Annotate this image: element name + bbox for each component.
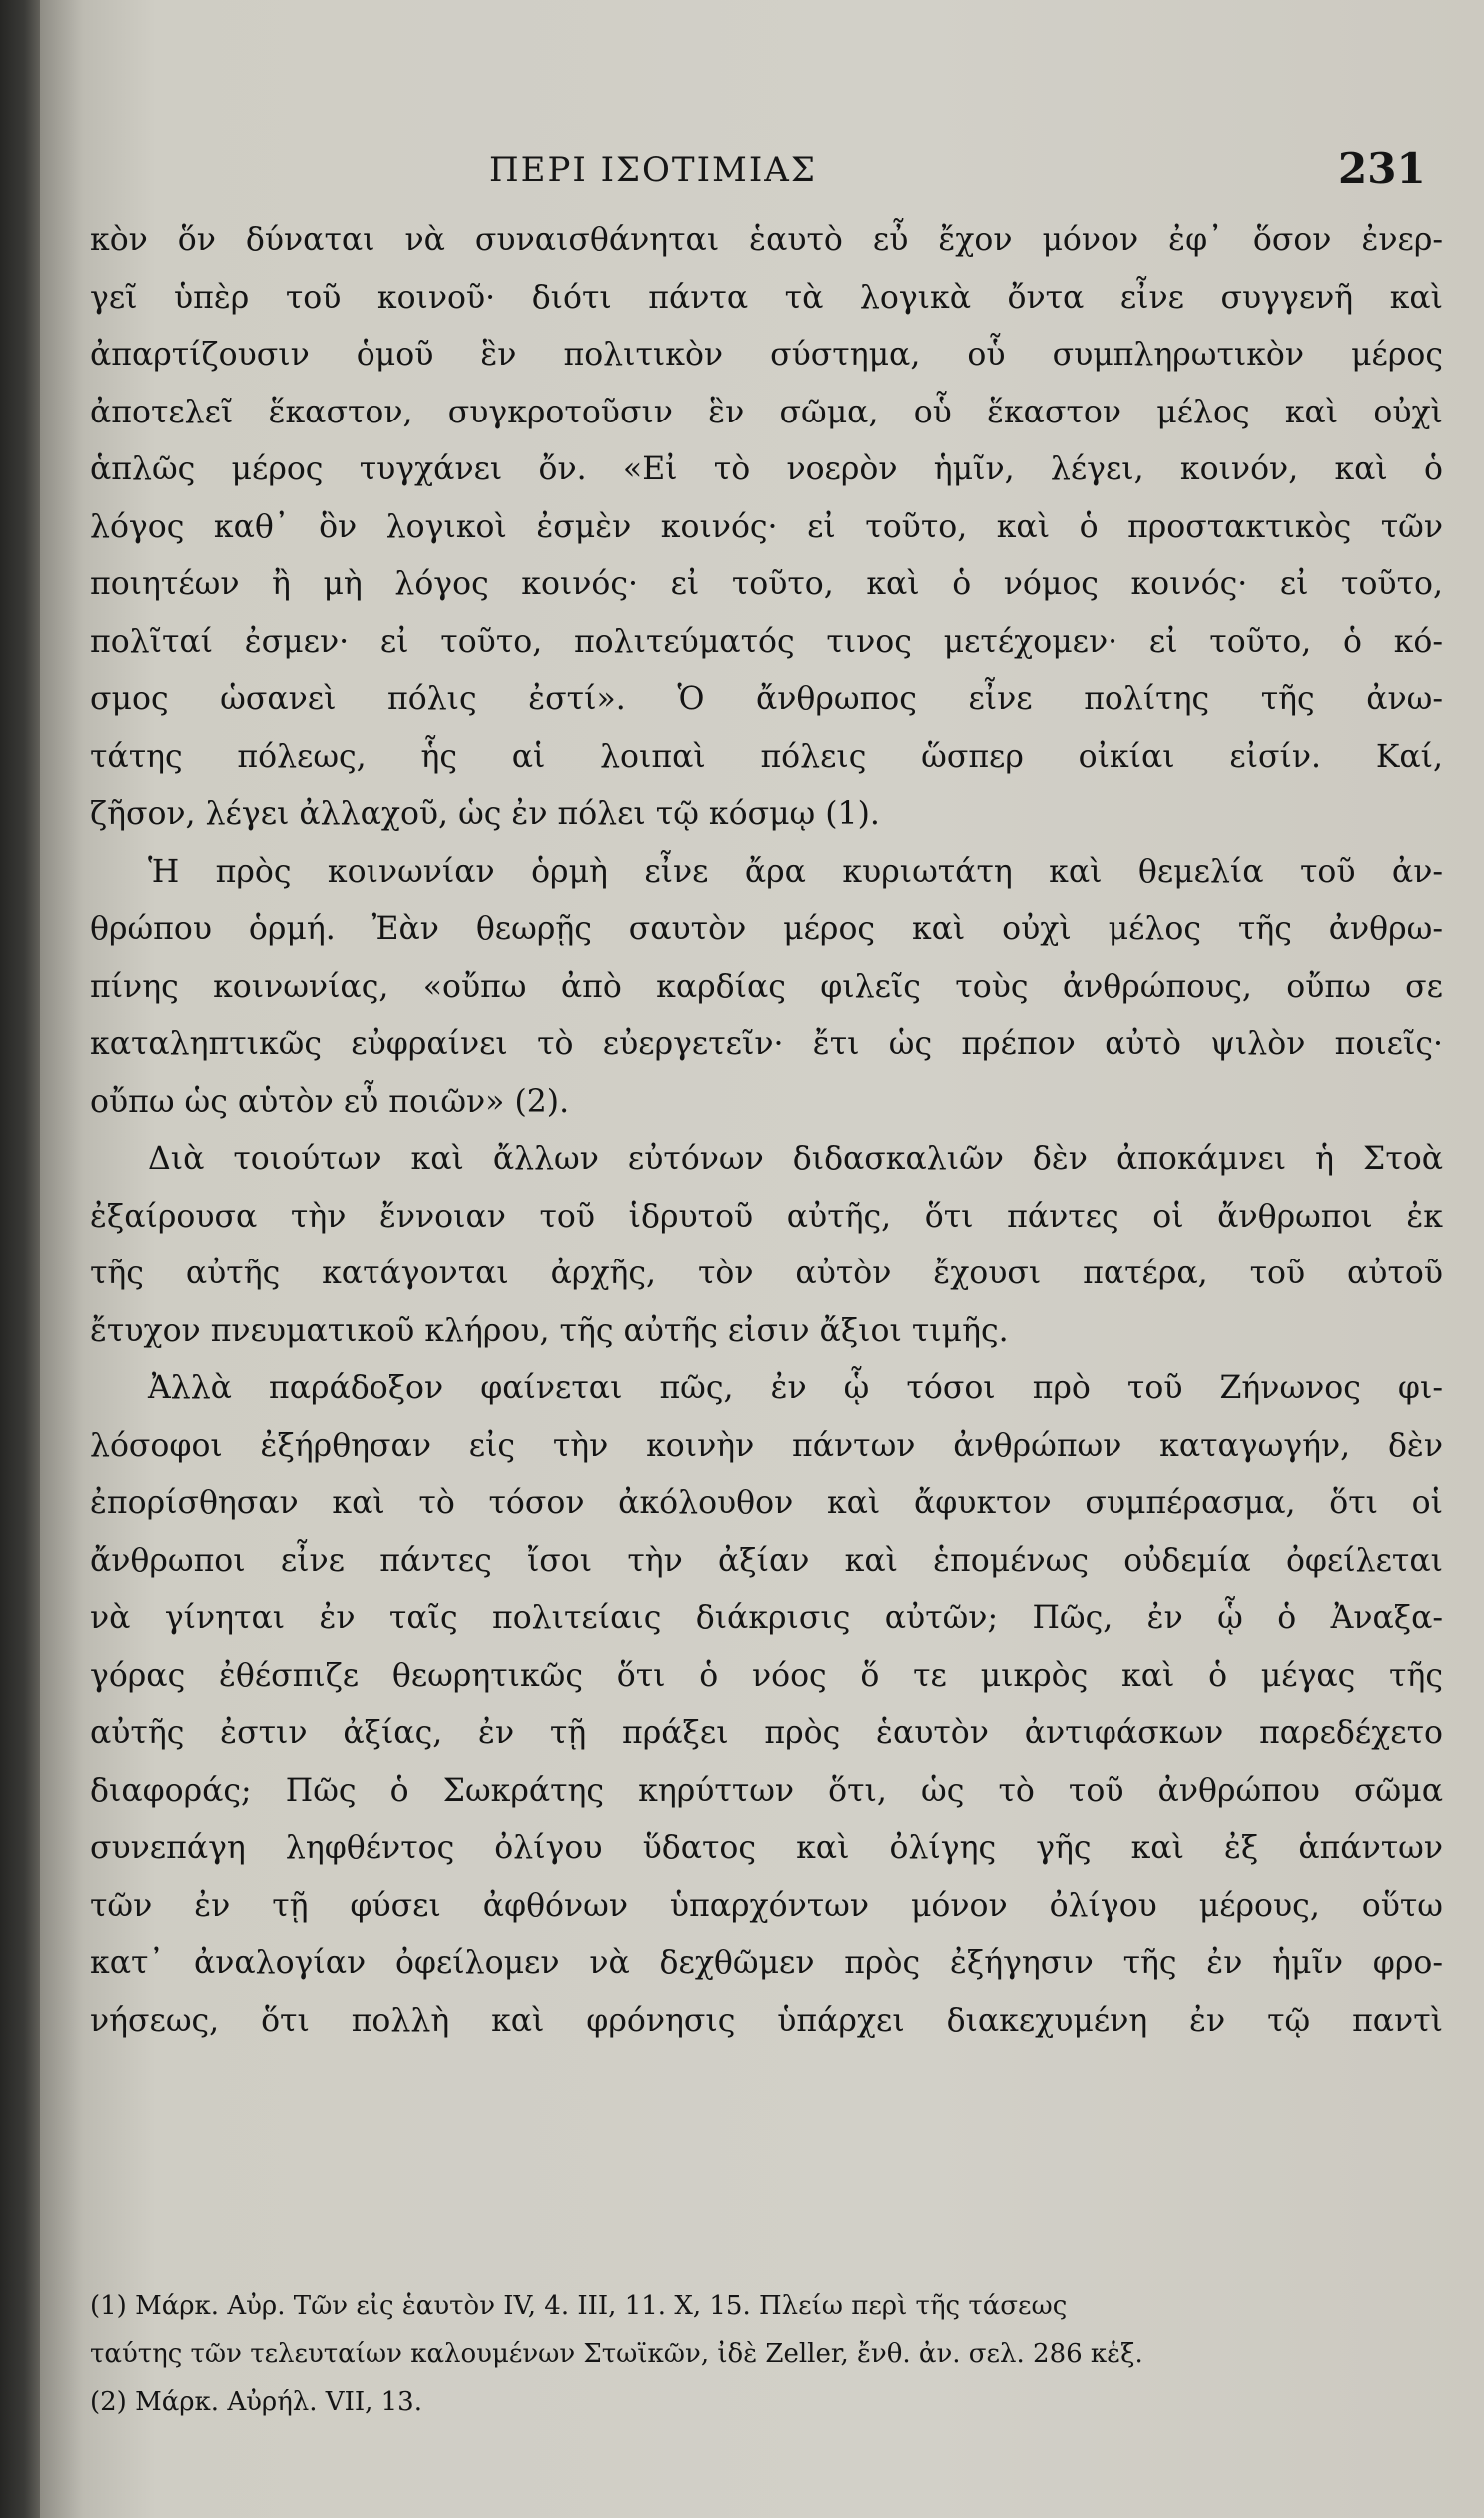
footnotes bbox=[90, 2282, 1443, 2426]
text-line: Ἡ πρὸς κοινωνίαν ὁρμὴ εἶνε ἄρα κυριωτάτη καὶ θεμελία τοῦ ἀν- bbox=[148, 853, 1443, 890]
book-page bbox=[40, 0, 1484, 2518]
text-line: ποιητέων ἢ μὴ λόγος κοινός· εἰ τοῦτο, καὶ ὁ νόμος κοινός· εἰ τοῦτο, bbox=[90, 566, 1443, 602]
page-header bbox=[40, 144, 1484, 210]
text-line: ζῆσον, λέγει ἀλλαχοῦ, ὡς ἐν πόλει τῷ κόσμῳ (1). bbox=[90, 796, 880, 832]
text-line: γόρας ἐθέσπιζε θεωρητικῶς ὅτι ὁ νόος ὅ τε μικρὸς καὶ ὁ μέγας τῆς bbox=[90, 1657, 1443, 1694]
text-line: ἁπλῶς μέρος τυγχάνει ὄν. «Εἰ τὸ νοερὸν ἡμῖν, λέγει, κοινόν, καὶ ὁ bbox=[90, 451, 1443, 487]
text-line: τῆς αὐτῆς κατάγονται ἀρχῆς, τὸν αὐτὸν ἔχουσι πατέρα, τοῦ αὐτοῦ bbox=[90, 1256, 1443, 1291]
text-line: λόγος καθ᾽ ὃν λογικοὶ ἐσμὲν κοινός· εἰ τοῦτο, καὶ ὁ προστακτικὸς τῶν bbox=[90, 508, 1443, 545]
text-line: οὔπω ὡς αὑτὸν εὖ ποιῶν» (2). bbox=[90, 1083, 570, 1120]
text-line: καταληπτικῶς εὐφραίνει τὸ εὐεργετεῖν· ἔτι ὡς πρέπον αὐτὸ ψιλὸν ποιεῖς· bbox=[90, 1026, 1443, 1062]
text-line: θρώπου ὁρμή. Ἐὰν θεωρῇς σαυτὸν μέρος καὶ οὐχὶ μέλος τῆς ἀνθρω- bbox=[90, 911, 1443, 947]
text-line: Ἀλλὰ παράδοξον φαίνεται πῶς, ἐν ᾧ τόσοι πρὸ τοῦ Ζήνωνος φι- bbox=[148, 1370, 1443, 1406]
text-line: τάτης πόλεως, ἧς αἱ λοιπαὶ πόλεις ὥσπερ οἰκίαι εἰσίν. Καί, bbox=[90, 738, 1443, 775]
text-line: πολῖταί ἐσμεν· εἰ τοῦτο, πολιτεύματός τινος μετέχομεν· εἰ τοῦτο, ὁ κό- bbox=[90, 623, 1443, 660]
text-line: νήσεως, ὅτι πολλὴ καὶ φρόνησις ὑπάρχει διακεχυμένη ἐν τῷ παντὶ bbox=[90, 2002, 1443, 2039]
text-line: γεῖ ὑπὲρ τοῦ κοινοῦ· διότι πάντα τὰ λογικὰ ὄντα εἶνε συγγενῆ καὶ bbox=[90, 279, 1443, 316]
text-line: τῶν ἐν τῇ φύσει ἀφθόνων ὑπαρχόντων μόνον ὀλίγου μέρους, οὕτω bbox=[90, 1887, 1443, 1924]
text-line: κὸν ὅν δύναται νὰ συναισθάνηται ἑαυτὸ εὖ ἔχον μόνον ἐφ᾽ ὅσον ἐνερ- bbox=[90, 222, 1443, 258]
text-line: ἀπαρτίζουσιν ὁμοῦ ἓν πολιτικὸν σύστημα, οὗ συμπληρωτικὸν μέρος bbox=[90, 337, 1443, 373]
text-line: ἔτυχον πνευματικοῦ κλήρου, τῆς αὐτῆς εἰσιν ἄξιοι τιμῆς. bbox=[90, 1312, 1009, 1349]
text-line: διαφοράς; Πῶς ὁ Σωκράτης κηρύττων ὅτι, ὡς τὸ τοῦ ἀνθρώπου σῶμα bbox=[90, 1772, 1443, 1809]
page-number: 231 bbox=[1338, 144, 1426, 193]
text-line: ἄνθρωποι εἶνε πάντες ἴσοι τὴν ἀξίαν καὶ ἑπομένως οὐδεμία ὀφείλεται bbox=[90, 1542, 1443, 1579]
text-line: λόσοφοι ἐξήρθησαν εἰς τὴν κοινὴν πάντων ἀνθρώπων καταγωγήν, δὲν bbox=[90, 1427, 1443, 1464]
text-line: ἐξαίρουσα τὴν ἔννοιαν τοῦ ἱδρυτοῦ αὐτῆς, ὅτι πάντες οἱ ἄνθρωποι ἐκ bbox=[90, 1198, 1443, 1235]
text-line: αὐτῆς ἐστιν ἀξίας, ἐν τῇ πράξει πρὸς ἑαυτὸν ἀντιφάσκων παρεδέχετο bbox=[90, 1715, 1443, 1751]
text-line: συνεπάγη ληφθέντος ὀλίγου ὕδατος καὶ ὀλίγης γῆς καὶ ἐξ ἁπάντων bbox=[90, 1830, 1443, 1866]
footnote-2: (2) Μάρκ. Αὐρήλ. VII, 13. bbox=[90, 2387, 422, 2417]
text-line: Διὰ τοιούτων καὶ ἄλλων εὐτόνων διδασκαλιῶν δὲν ἀποκάμνει ἡ Στοὰ bbox=[148, 1141, 1443, 1177]
text-line: κατ᾽ ἀναλογίαν ὀφείλομεν νὰ δεχθῶμεν πρὸς ἐξήγησιν τῆς ἐν ἡμῖν φρο- bbox=[90, 1945, 1443, 1981]
text-line: ἐπορίσθησαν καὶ τὸ τόσον ἀκόλουθον καὶ ἄφυκτον συμπέρασμα, ὅτι οἱ bbox=[90, 1485, 1443, 1521]
running-title: ΠΕΡΙ ΙΣΟΤΙΜΙΑΣ bbox=[489, 150, 817, 190]
footnote-1: (1) Μάρκ. Αὐρ. Τῶν εἰς ἑαυτὸν IV, 4. III, 11. X, 15. Πλείω περὶ τῆς τάσεως bbox=[90, 2291, 1068, 2321]
text-line: νὰ γίνηται ἐν ταῖς πολιτείαις διάκρισις αὐτῶν; Πῶς, ἐν ᾧ ὁ Ἀναξα- bbox=[90, 1600, 1443, 1636]
book-spine-shadow bbox=[0, 0, 44, 2518]
text-line: πίνης κοινωνίας, «οὔπω ἀπὸ καρδίας φιλεῖς τοὺς ἀνθρώπους, οὔπω σε bbox=[90, 968, 1443, 1005]
body-text bbox=[90, 212, 1443, 2050]
footnote-1-continued: ταύτης τῶν τελευταίων καλουμένων Στωϊκῶν, ἰδὲ Zeller, ἔνθ. ἀν. σελ. 286 κἑξ. bbox=[90, 2339, 1143, 2369]
text-line: σμος ὡσανεὶ πόλις ἐστί». Ὁ ἄνθρωπος εἶνε πολίτης τῆς ἀνω- bbox=[90, 681, 1443, 717]
text-line: ἀποτελεῖ ἕκαστον, συγκροτοῦσιν ἓν σῶμα, οὗ ἕκαστον μέλος καὶ οὐχὶ bbox=[90, 394, 1443, 430]
